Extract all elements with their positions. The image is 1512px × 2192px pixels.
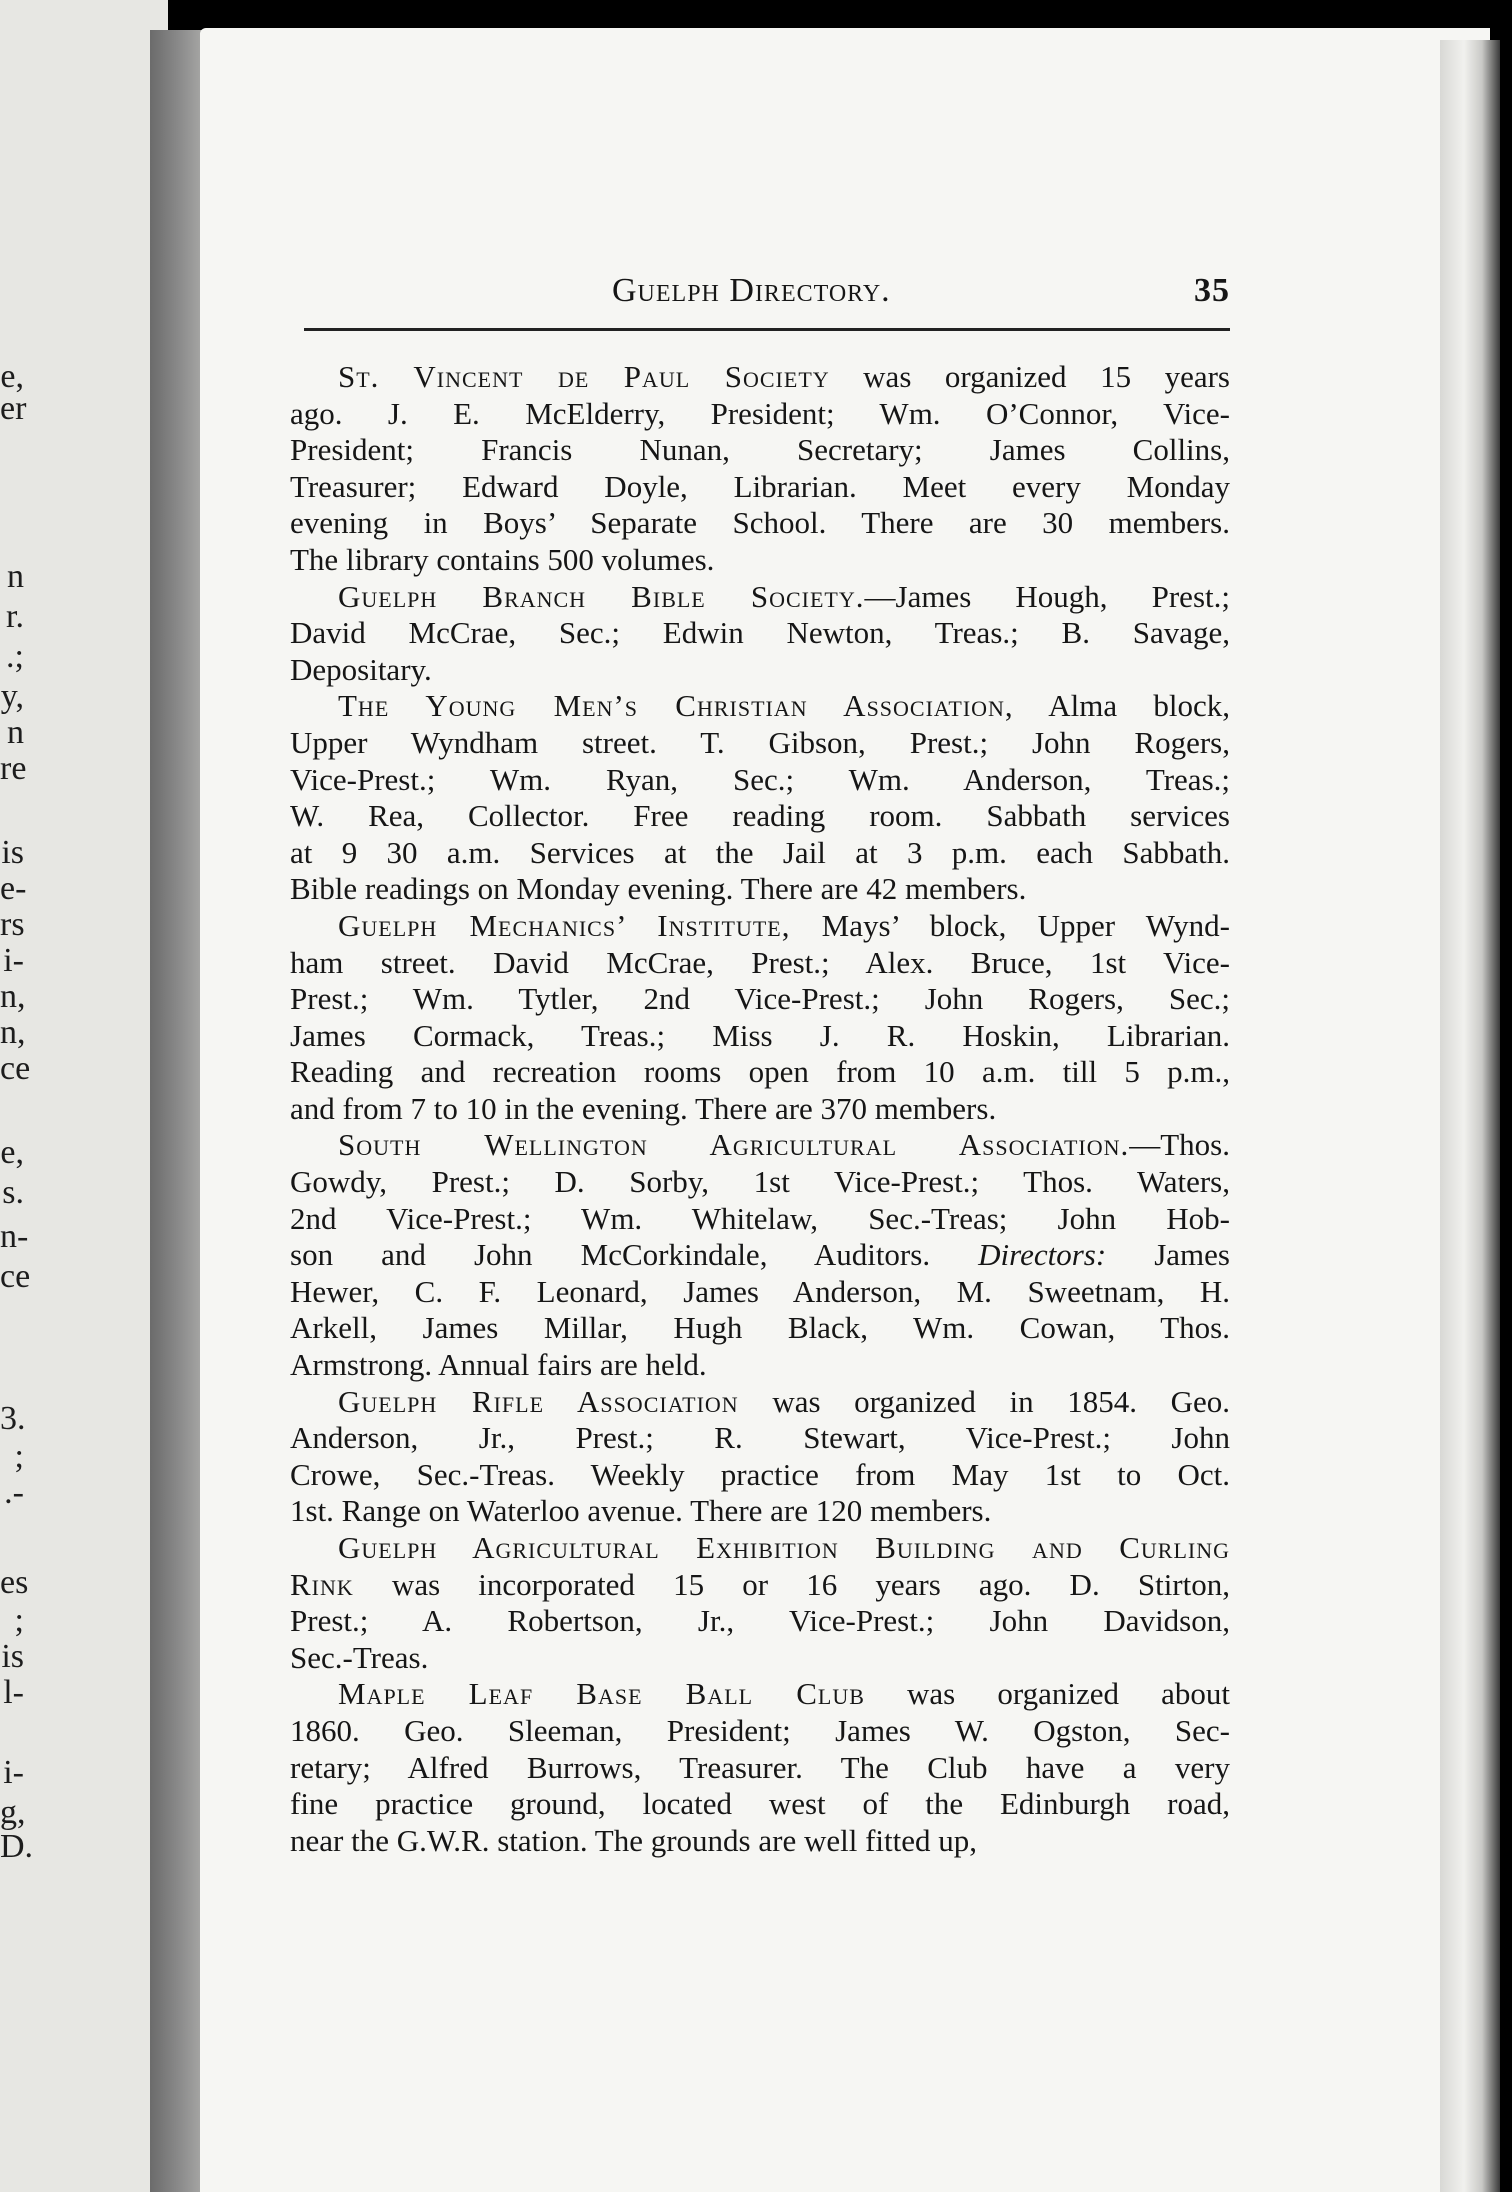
entry-text: Prest.; A. Robertson, Jr., Vice-Prest.; John Davidson, (290, 1603, 1230, 1639)
entry-text: Bible readings on Monday evening. There are 42 members. (290, 871, 1027, 907)
entry-text: Upper Wyndham street. T. Gibson, Prest.; John Rogers, (290, 724, 1230, 760)
entry-text: President; Francis Nunan, Secretary; James Collins, (290, 432, 1230, 468)
entry-heading: Guelph Rifle Association (338, 1383, 739, 1419)
entry-text: was organized in 1854. Geo. (738, 1383, 1230, 1419)
page-number: 35 (1194, 272, 1230, 309)
facing-page-fragment: e, (0, 1134, 24, 1171)
entry-text: James Cormack, Treas.; Miss J. R. Hoskin, Librarian. (290, 1017, 1230, 1053)
facing-page-fragment: n- (0, 1218, 29, 1255)
entry-text: Sec.-Treas. (290, 1639, 429, 1675)
facing-page-fragment: er (0, 390, 27, 427)
text-line (290, 1310, 1230, 1347)
facing-page-fragment: i- (3, 942, 24, 979)
entry-text: retary; Alfred Burrows, Treasurer. The Club have a very (290, 1749, 1230, 1785)
directory-entry (290, 688, 1230, 908)
text-line (290, 908, 1230, 945)
text-line (290, 1603, 1230, 1640)
entry-heading: Guelph Mechanics’ Institute, (338, 907, 791, 943)
text-line (290, 1237, 1230, 1274)
entry-text: Armstrong. Annual fairs are held. (290, 1347, 707, 1383)
facing-page-fragment: ce (0, 1050, 31, 1087)
text-line (290, 1201, 1230, 1238)
text-line (290, 1420, 1230, 1457)
directory-entry (290, 908, 1230, 1128)
facing-page-fragment: re (0, 750, 27, 787)
text-line (290, 469, 1230, 506)
entry-text: was organized 15 years (829, 359, 1230, 394)
text-line (290, 1347, 1230, 1384)
facing-page-fragment: rs (0, 906, 25, 943)
entry-text: Mays’ block, Upper Wynd- (790, 907, 1230, 943)
text-line (290, 1640, 1230, 1677)
entry-text: Prest.; Wm. Tytler, 2nd Vice-Prest.; John Rogers, Sec.; (290, 981, 1230, 1017)
text-line (290, 945, 1230, 982)
entry-heading: Rink (290, 1566, 354, 1602)
text-line (290, 359, 1230, 396)
facing-page-fragment: n, (0, 978, 26, 1015)
entry-text: near the G.W.R. station. The grounds are well fitted up, (290, 1822, 978, 1858)
text-line (290, 432, 1230, 469)
facing-page-fragment: i- (3, 1754, 24, 1791)
entry-text: was incorporated 15 or 16 years ago. D. Stirton, (353, 1566, 1230, 1602)
entry-text: Gowdy, Prest.; D. Sorby, 1st Vice-Prest.; Thos. Waters, (290, 1164, 1230, 1200)
entry-heading: Maple Leaf Base Ball Club (338, 1676, 865, 1712)
entry-text: James (1106, 1237, 1230, 1273)
text-line (290, 1054, 1230, 1091)
entry-text: ham street. David McCrae, Prest.; Alex. Bruce, 1st Vice- (290, 944, 1230, 980)
directory-entry (290, 579, 1230, 689)
running-head (290, 262, 1230, 318)
text-line (290, 579, 1230, 616)
entry-text: Depositary. (290, 651, 432, 687)
entry-text: Alma block, (1013, 688, 1230, 724)
entry-text: The library contains 500 volumes. (290, 541, 715, 577)
text-line (290, 1164, 1230, 1201)
text-line (290, 396, 1230, 433)
entry-text: at 9 30 a.m. Services at the Jail at 3 p.m. each Sabbath. (290, 834, 1230, 870)
facing-page-fragment: e, (0, 358, 24, 395)
entry-text: 1860. Geo. Sleeman, President; James W. Ogston, Sec- (290, 1712, 1230, 1748)
text-line (290, 1384, 1230, 1421)
text-line (290, 1567, 1230, 1604)
entry-text: David McCrae, Sec.; Edwin Newton, Treas.; B. Savage, (290, 615, 1230, 651)
entry-text: Vice-Prest.; Wm. Ryan, Sec.; Wm. Anderson, Treas.; (290, 761, 1230, 797)
entry-text: was organized about (864, 1676, 1230, 1712)
directory-entry (290, 1127, 1230, 1383)
facing-page-fragment: ; (14, 1438, 24, 1475)
text-line (290, 798, 1230, 835)
text-line (290, 1091, 1230, 1128)
text-line (290, 871, 1230, 908)
entry-text: Crowe, Sec.-Treas. Weekly practice from May 1st to Oct. (290, 1456, 1230, 1492)
facing-page-fragment: g, (0, 1794, 26, 1831)
facing-page-fragment: es (0, 1564, 29, 1601)
entry-heading: South Wellington Agricultural Association. (338, 1127, 1130, 1163)
facing-page-fragment: 3. (0, 1400, 26, 1437)
text-line (290, 688, 1230, 725)
facing-page-fragment: ; (14, 1602, 24, 1639)
page-text (290, 262, 1230, 1859)
text-line (290, 1676, 1230, 1713)
facing-page-fragment: n, (0, 1014, 26, 1051)
text-line (290, 835, 1230, 872)
facing-page-fragment: .; (6, 638, 24, 675)
directory-entry (290, 1384, 1230, 1530)
facing-page-fragment: n (7, 714, 24, 751)
entry-heading: St. Vincent de Paul Society (338, 359, 830, 394)
directory-entry (290, 359, 1230, 579)
text-line (290, 615, 1230, 652)
text-line (290, 1457, 1230, 1494)
entry-text: and from 7 to 10 in the evening. There are 370 members. (290, 1090, 997, 1126)
text-line (290, 762, 1230, 799)
text-line (290, 1127, 1230, 1164)
entry-text: 1st. Range on Waterloo avenue. There are 120 members. (290, 1493, 992, 1529)
facing-page-fragment: .- (4, 1474, 24, 1511)
text-line (290, 1274, 1230, 1311)
directory-entry (290, 1676, 1230, 1859)
facing-page-fragment: e- (0, 870, 27, 907)
facing-page-fragment: y, (0, 678, 24, 715)
text-line (290, 1530, 1230, 1567)
text-line (290, 652, 1230, 689)
facing-page-fragment: is (1, 834, 24, 871)
text-line (290, 1713, 1230, 1750)
entry-italic-label: Directors: (930, 1237, 1107, 1273)
facing-page-fragment: r. (6, 598, 24, 635)
facing-page-fragment: ce (0, 1258, 31, 1295)
entry-text: Reading and recreation rooms open from 10 a.m. till 5 p.m., (290, 1054, 1230, 1090)
text-line (290, 1786, 1230, 1823)
header-rule (304, 328, 1230, 331)
facing-page-fragment: D. (0, 1828, 34, 1865)
entry-text: Hewer, C. F. Leonard, James Anderson, M. Sweetnam, H. (290, 1273, 1230, 1309)
entry-text: —James Hough, Prest.; (864, 578, 1230, 614)
text-line (290, 505, 1230, 542)
entry-text: ago. J. E. McElderry, President; Wm. O’Connor, Vice- (290, 395, 1230, 431)
running-head-title: Guelph Directory. (612, 272, 891, 309)
directory-entry (290, 1530, 1230, 1676)
entry-heading: The Young Men’s Christian Association, (338, 688, 1014, 724)
entry-text: fine practice ground, located west of the Edinburgh road, (290, 1786, 1230, 1822)
facing-page-fragment: s. (2, 1174, 24, 1211)
entry-text: W. Rea, Collector. Free reading room. Sabbath services (290, 798, 1230, 834)
text-line (290, 1750, 1230, 1787)
directory-entries (290, 359, 1230, 1859)
entry-text: —Thos. (1129, 1127, 1230, 1163)
text-line (290, 1493, 1230, 1530)
entry-text: 2nd Vice-Prest.; Wm. Whitelaw, Sec.-Treas; John Hob- (290, 1200, 1230, 1236)
entry-text: evening in Boys’ Separate School. There are 30 members. (290, 505, 1230, 541)
entry-text: Treasurer; Edward Doyle, Librarian. Meet every Monday (290, 468, 1230, 504)
text-line (290, 542, 1230, 579)
text-line (290, 1018, 1230, 1055)
facing-page-fragment: is (1, 1638, 24, 1675)
text-line (290, 981, 1230, 1018)
entry-heading: Guelph Branch Bible Society. (338, 578, 865, 614)
entry-heading: Guelph Agricultural Exhibition Building and Curling (338, 1530, 1230, 1565)
entry-text: son and John McCorkindale, Auditors. (290, 1237, 931, 1273)
facing-page-fragment: l- (3, 1674, 24, 1711)
text-line (290, 725, 1230, 762)
page-fore-edge (1440, 40, 1500, 2192)
entry-text: Arkell, James Millar, Hugh Black, Wm. Cowan, Thos. (290, 1310, 1230, 1346)
facing-page-fragment: n (7, 558, 24, 595)
entry-text: Anderson, Jr., Prest.; R. Stewart, Vice-Prest.; John (290, 1420, 1230, 1456)
text-line (290, 1823, 1230, 1860)
